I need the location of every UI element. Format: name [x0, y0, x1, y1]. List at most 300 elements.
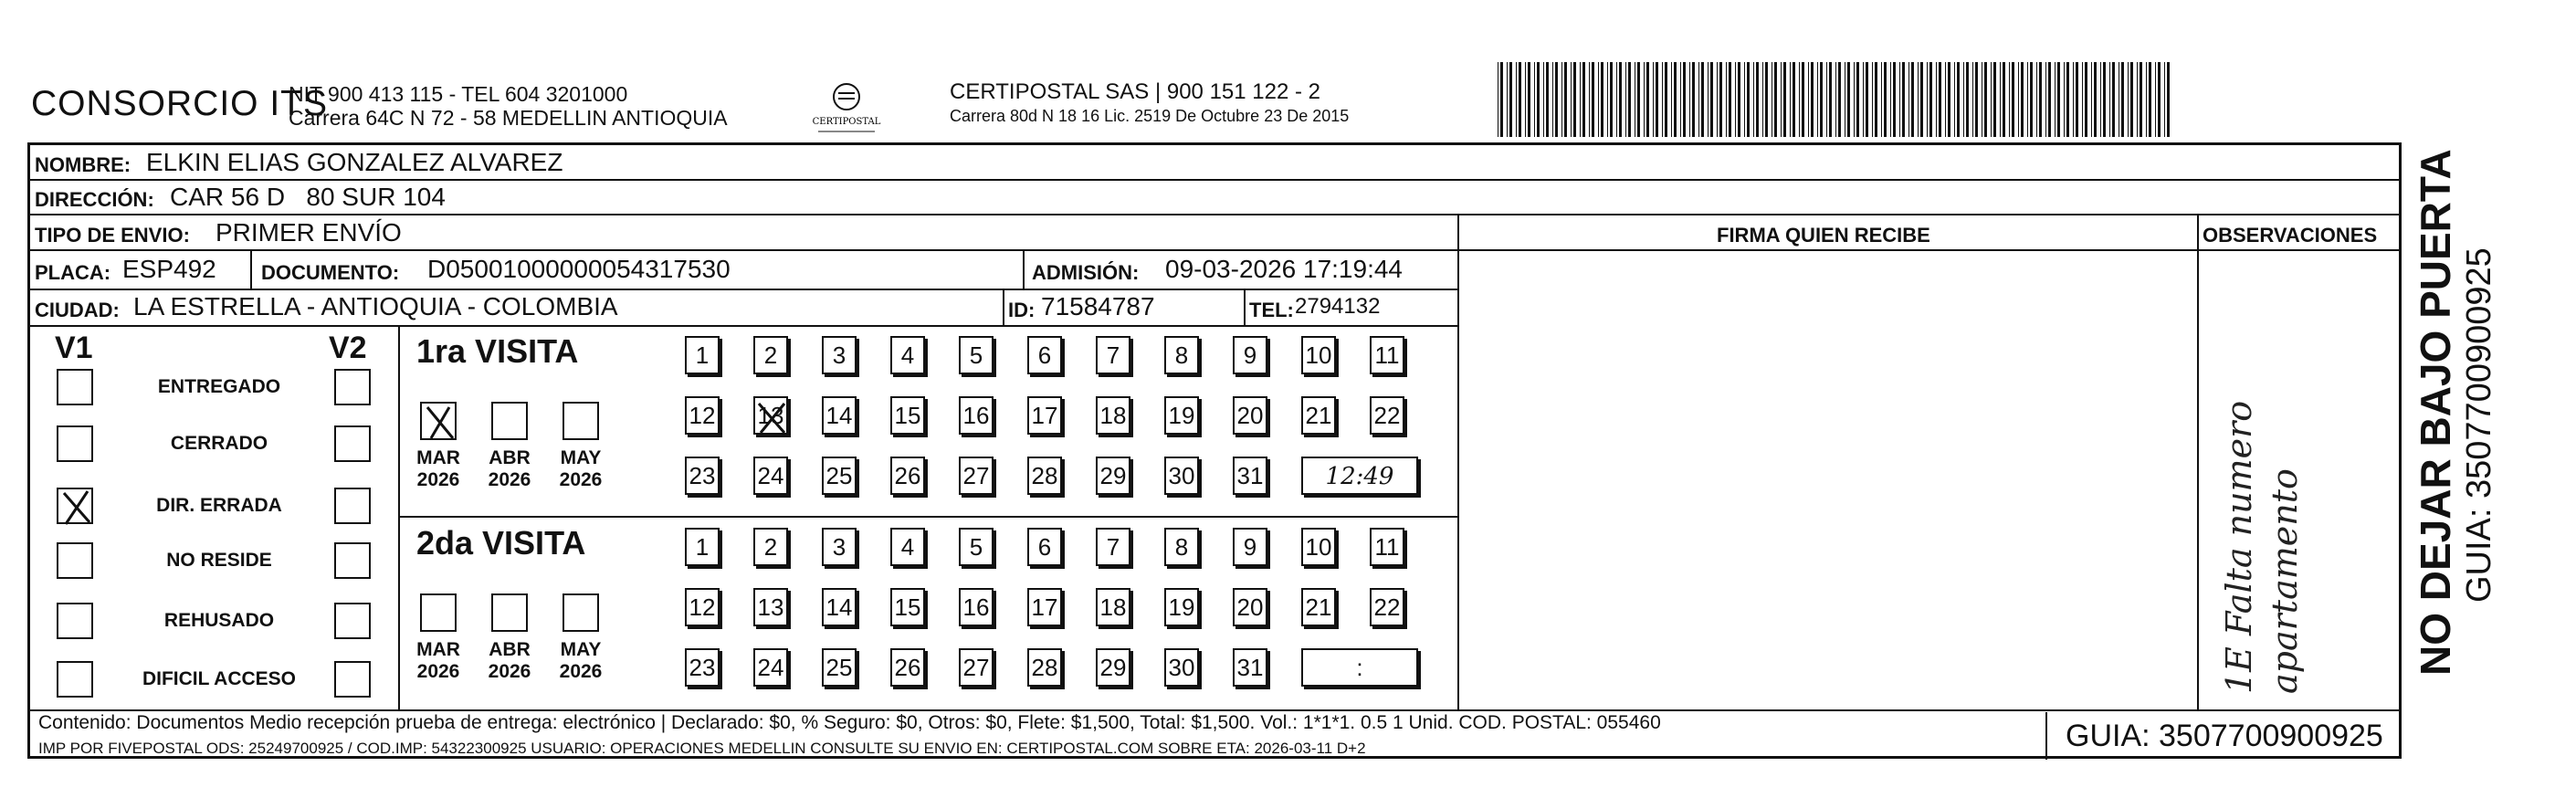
v1-checkbox[interactable]	[57, 369, 93, 405]
day-box[interactable]	[1027, 457, 1062, 495]
day-number: 2	[763, 341, 778, 369]
status-option-label: NO RESIDE	[166, 550, 272, 571]
day-box[interactable]	[890, 588, 925, 626]
day-number: 19	[1168, 593, 1195, 621]
day-number: 15	[894, 402, 921, 429]
barcode-bar	[2076, 62, 2078, 137]
day-box[interactable]	[959, 528, 994, 566]
barcode-bar	[1528, 62, 1530, 137]
day-box[interactable]	[1233, 396, 1267, 435]
day-box[interactable]	[753, 457, 788, 495]
day-number: 14	[825, 402, 853, 429]
barcode-bar	[1644, 62, 1645, 137]
barcode-bar	[1826, 62, 1827, 137]
day-box[interactable]	[959, 648, 994, 687]
ciudad-value: LA ESTRELLA - ANTIOQUIA - COLOMBIA	[133, 292, 618, 320]
barcode	[1498, 62, 2173, 137]
day-number: 8	[1174, 533, 1189, 561]
day-box[interactable]	[1301, 528, 1336, 566]
day-number: 17	[1031, 402, 1058, 429]
day-number: 16	[962, 593, 990, 621]
day-box[interactable]	[1370, 396, 1404, 435]
time-value: 12:49	[1325, 463, 1394, 490]
barcode-bar	[1674, 62, 1677, 137]
day-box[interactable]	[822, 588, 857, 626]
barcode-bar	[1610, 62, 1613, 137]
admision-value: 09-03-2026 17:19:44	[1165, 255, 1403, 283]
day-number: 5	[969, 533, 983, 561]
barcode-bar	[1573, 62, 1576, 137]
month-checkbox[interactable]	[420, 593, 457, 632]
status-option-label: CERRADO	[170, 433, 268, 454]
barcode-bar	[1628, 62, 1631, 137]
day-box[interactable]	[890, 336, 925, 374]
day-number: 20	[1236, 402, 1264, 429]
barcode-bar	[1656, 62, 1658, 137]
day-number: 8	[1174, 341, 1189, 369]
month-year: 2026	[488, 661, 531, 682]
day-box[interactable]	[1301, 588, 1336, 626]
barcode-bar	[1509, 62, 1512, 137]
day-box[interactable]	[1233, 457, 1267, 495]
tipo-envio-label: TIPO DE ENVIO:	[35, 224, 190, 247]
v1-checkbox[interactable]	[57, 661, 93, 698]
side-guia: GUIA: 3507700900925	[2460, 247, 2498, 603]
day-box[interactable]	[1164, 457, 1199, 495]
month-year: 2026	[416, 469, 460, 490]
day-box[interactable]	[685, 336, 720, 374]
day-box[interactable]	[685, 648, 720, 687]
month-checkbox[interactable]	[563, 593, 599, 632]
logo-text: CERTIPOSTAL	[812, 117, 881, 127]
barcode-bar	[2130, 62, 2133, 137]
barcode-bar	[2140, 62, 2142, 137]
day-box[interactable]	[1096, 528, 1130, 566]
v2-checkbox[interactable]	[334, 661, 371, 698]
barcode-bar	[1729, 62, 1731, 137]
month-checkbox[interactable]	[491, 402, 528, 440]
status-option-label: DIFICIL ACCESO	[142, 668, 296, 689]
nombre-label: NOMBRE:	[35, 153, 131, 176]
time-box[interactable]	[1301, 457, 1418, 495]
col-divider	[2197, 214, 2199, 709]
day-number: 4	[900, 341, 915, 369]
day-number: 12	[689, 593, 716, 621]
day-number: 21	[1305, 402, 1332, 429]
day-box[interactable]	[1233, 528, 1267, 566]
barcode-bar	[1954, 62, 1955, 137]
day-box[interactable]	[1370, 336, 1404, 374]
documento-label: DOCUMENTO:	[261, 261, 400, 284]
row-divider	[27, 179, 2402, 181]
day-box[interactable]	[959, 457, 994, 495]
day-box[interactable]	[1096, 648, 1130, 687]
barcode-bar	[1589, 62, 1590, 137]
barcode-bar	[1543, 62, 1544, 137]
barcode-bar	[1637, 62, 1640, 137]
month-name: MAR	[416, 447, 460, 468]
v2-header: V2	[329, 331, 367, 365]
barcode-bar	[1689, 62, 1690, 137]
barcode-bar	[1592, 62, 1594, 137]
placa-value: ESP492	[122, 255, 216, 283]
barcode-bar	[1899, 62, 1900, 137]
day-number: 31	[1236, 462, 1264, 489]
side-warning: NO DEJAR BAJO PUERTA	[2412, 149, 2459, 676]
day-number: 15	[894, 593, 921, 621]
barcode-bar	[2085, 62, 2087, 137]
firma-header: FIRMA QUIEN RECIBE	[1717, 224, 1930, 247]
barcode-bar	[2064, 62, 2065, 137]
day-box[interactable]	[1164, 528, 1199, 566]
col-divider	[1457, 214, 1459, 709]
day-box[interactable]	[822, 336, 857, 374]
footer-imprint: IMP POR FIVEPOSTAL ODS: 25249700925 / COD.IMP: 54322300925 USUARIO: OPERACIONES MEDELLIN CONSULTE SU ENVIO EN: CERTIPOSTAL.COM SOBRE ETA: 2026-03-11 D+2	[38, 740, 1366, 757]
day-number: 6	[1037, 533, 1052, 561]
barcode-bar	[1710, 62, 1713, 137]
tel-label: TEL:	[1249, 299, 1294, 321]
day-box[interactable]	[890, 396, 925, 435]
month-checkbox[interactable]	[563, 402, 599, 440]
barcode-bar	[1902, 62, 1905, 137]
day-box[interactable]	[685, 528, 720, 566]
day-box[interactable]	[753, 588, 788, 626]
month-name: MAY	[560, 447, 602, 468]
day-number: 20	[1236, 593, 1264, 621]
day-number: 13	[757, 593, 784, 621]
observaciones-header: OBSERVACIONES	[2203, 224, 2378, 247]
row-divider	[27, 249, 1461, 251]
barcode-bar	[1537, 62, 1540, 137]
barcode-bar	[1945, 62, 1946, 137]
v1-checkbox[interactable]	[57, 542, 93, 579]
barcode-bar	[2137, 62, 2138, 137]
barcode-bar	[2000, 62, 2001, 137]
day-number: 3	[832, 341, 846, 369]
barcode-bar	[1683, 62, 1686, 137]
month-checkbox[interactable]	[420, 402, 457, 440]
day-box[interactable]	[1301, 396, 1336, 435]
day-number: 9	[1243, 533, 1257, 561]
status-option-label: ENTREGADO	[157, 376, 281, 397]
barcode-bar	[2082, 62, 2083, 137]
day-number: 28	[1031, 654, 1058, 681]
barcode-bar	[2155, 62, 2156, 137]
barcode-bar	[1598, 62, 1599, 137]
barcode-bar	[2128, 62, 2129, 137]
barcode-bar	[1963, 62, 1964, 137]
barcode-bar	[1719, 62, 1722, 137]
day-box[interactable]	[959, 336, 994, 374]
day-box[interactable]	[1233, 588, 1267, 626]
barcode-bar	[1582, 62, 1585, 137]
day-box[interactable]	[890, 528, 925, 566]
barcode-bar	[2012, 62, 2014, 137]
month-name: ABR	[489, 639, 531, 660]
barcode-bar	[1835, 62, 1836, 137]
day-box[interactable]	[1027, 396, 1062, 435]
barcode-bar	[1744, 62, 1745, 137]
footer-contents: Contenido: Documentos Medio recepción prueba de entrega: electrónico | Declarado: $0, % Seguro: $0, Otros: $0, Flete: $1,500, Total: $1,500. Vol.: 1*1*1. 0.5 1 Unid. COD. POSTAL: 055460	[38, 712, 1661, 733]
barcode-bar	[1838, 62, 1841, 137]
barcode-bar	[1939, 62, 1941, 137]
barcode-bar	[2091, 62, 2092, 137]
day-number: 22	[1373, 402, 1401, 429]
barcode-bar	[2158, 62, 2161, 137]
v1-checkbox[interactable]	[57, 488, 93, 524]
day-number: 23	[689, 654, 716, 681]
day-box[interactable]	[685, 457, 720, 495]
admision-label: ADMISIÓN:	[1032, 261, 1140, 284]
direccion-label: DIRECCIÓN:	[35, 188, 154, 211]
day-number: 31	[1236, 654, 1264, 681]
day-number: 19	[1168, 402, 1195, 429]
barcode-bar	[1948, 62, 1950, 137]
barcode-bar	[1534, 62, 1535, 137]
day-number: 11	[1374, 533, 1400, 561]
day-number: 26	[894, 654, 921, 681]
barcode-bar	[1571, 62, 1572, 137]
time-box[interactable]	[1301, 648, 1418, 687]
day-number: 29	[1099, 654, 1127, 681]
barcode-bar	[2057, 62, 2060, 137]
barcode-bar	[2055, 62, 2056, 137]
id-label: ID:	[1008, 299, 1036, 321]
barcode-bar	[2100, 62, 2101, 137]
day-box[interactable]	[753, 396, 788, 435]
barcode-bar	[1808, 62, 1809, 137]
day-box[interactable]	[753, 648, 788, 687]
day-number: 14	[825, 593, 853, 621]
barcode-bar	[1957, 62, 1960, 137]
barcode-bar	[2027, 62, 2028, 137]
day-number: 18	[1099, 402, 1127, 429]
barcode-bar	[1519, 62, 1521, 137]
company-address: Carrera 64C N 72 - 58 MEDELLIN ANTIOQUIA	[289, 106, 728, 130]
barcode-bar	[1708, 62, 1709, 137]
barcode-bar	[1646, 62, 1649, 137]
day-box[interactable]	[1164, 336, 1199, 374]
barcode-bar	[1516, 62, 1517, 137]
day-box[interactable]	[822, 396, 857, 435]
day-number: 24	[757, 462, 784, 489]
row-divider	[27, 709, 2402, 711]
barcode-bar	[1765, 62, 1768, 137]
barcode-bar	[1552, 62, 1553, 137]
documento-value: D05001000000054317530	[427, 255, 731, 283]
day-box[interactable]	[959, 588, 994, 626]
month-name: MAY	[560, 639, 602, 660]
month-year: 2026	[559, 469, 603, 490]
v2-checkbox[interactable]	[334, 542, 371, 579]
id-value: 71584787	[1041, 292, 1155, 320]
day-box[interactable]	[822, 528, 857, 566]
month-name: ABR	[489, 447, 531, 468]
day-number: 13	[757, 402, 784, 429]
barcode-bar	[1662, 62, 1663, 137]
day-box[interactable]	[685, 396, 720, 435]
month-checkbox[interactable]	[491, 593, 528, 632]
day-number: 23	[689, 462, 716, 489]
barcode-bar	[2164, 62, 2165, 137]
barcode-bar	[1893, 62, 1896, 137]
v1-checkbox[interactable]	[57, 603, 93, 639]
barcode-bar	[1972, 62, 1973, 137]
barcode-bar	[1966, 62, 1969, 137]
day-box[interactable]	[959, 396, 994, 435]
day-number: 22	[1373, 593, 1401, 621]
barcode-bar	[2167, 62, 2170, 137]
barcode-bar	[1735, 62, 1736, 137]
barcode-bar	[1717, 62, 1718, 137]
day-number: 7	[1106, 341, 1120, 369]
barcode-bar	[1936, 62, 1937, 137]
barcode-bar	[1847, 62, 1850, 137]
row-divider	[398, 516, 1457, 518]
month-name: MAR	[416, 639, 460, 660]
barcode-bar	[2018, 62, 2019, 137]
status-option-label: DIR. ERRADA	[156, 495, 282, 516]
barcode-bar	[1507, 62, 1508, 137]
day-box[interactable]	[685, 588, 720, 626]
barcode-bar	[1616, 62, 1617, 137]
barcode-bar	[1799, 62, 1800, 137]
barcode-bar	[1525, 62, 1526, 137]
month-year: 2026	[416, 661, 460, 682]
day-box[interactable]	[1027, 648, 1062, 687]
day-box[interactable]	[753, 528, 788, 566]
col-divider	[1003, 289, 1004, 325]
v2-checkbox[interactable]	[334, 369, 371, 405]
barcode-bar	[1701, 62, 1704, 137]
day-number: 9	[1243, 341, 1257, 369]
day-number: 5	[969, 341, 983, 369]
day-number: 4	[900, 533, 915, 561]
barcode-bar	[2045, 62, 2046, 137]
day-box[interactable]	[1233, 648, 1267, 687]
row-divider	[27, 325, 1457, 327]
day-number: 12	[689, 402, 716, 429]
day-number: 18	[1099, 593, 1127, 621]
v2-checkbox[interactable]	[334, 488, 371, 524]
day-box[interactable]	[822, 457, 857, 495]
day-box[interactable]	[753, 336, 788, 374]
barcode-bar	[1619, 62, 1622, 137]
barcode-bar	[1918, 62, 1919, 137]
day-box[interactable]	[1164, 396, 1199, 435]
barcode-bar	[1756, 62, 1759, 137]
barcode-bar	[1601, 62, 1603, 137]
day-box[interactable]	[1370, 588, 1404, 626]
day-box[interactable]	[1164, 648, 1199, 687]
col-divider	[1244, 289, 1246, 325]
barcode-bar	[2109, 62, 2110, 137]
day-number: 10	[1305, 533, 1332, 561]
barcode-bar	[2021, 62, 2024, 137]
day-box[interactable]	[1164, 588, 1199, 626]
day-box[interactable]	[1233, 336, 1267, 374]
barcode-bar	[1829, 62, 1832, 137]
v1-checkbox[interactable]	[57, 425, 93, 462]
observacion-handwritten-line-2: apartamento	[2265, 468, 2305, 694]
barcode-bar	[1774, 62, 1777, 137]
day-number: 25	[825, 462, 853, 489]
barcode-bar	[1793, 62, 1795, 137]
placa-label: PLACA:	[35, 261, 111, 284]
day-number: 27	[962, 462, 990, 489]
barcode-bar	[1726, 62, 1727, 137]
barcode-bar	[1875, 62, 1877, 137]
col-divider	[250, 249, 252, 289]
day-number: 2	[763, 533, 778, 561]
day-box[interactable]	[890, 457, 925, 495]
month-year: 2026	[488, 469, 531, 490]
barcode-bar	[1762, 62, 1763, 137]
v2-checkbox[interactable]	[334, 425, 371, 462]
barcode-bar	[1680, 62, 1681, 137]
tel-value: 2794132	[1295, 294, 1381, 319]
day-box[interactable]	[1096, 396, 1130, 435]
barcode-bar	[1580, 62, 1581, 137]
barcode-bar	[1500, 62, 1503, 137]
barcode-bar	[1866, 62, 1868, 137]
barcode-bar	[1555, 62, 1558, 137]
barcode-bar	[2146, 62, 2147, 137]
day-number: 1	[695, 533, 710, 561]
barcode-bar	[1546, 62, 1549, 137]
ciudad-label: CIUDAD:	[35, 299, 120, 321]
barcode-bar	[1561, 62, 1562, 137]
day-number: 1	[695, 341, 710, 369]
v2-checkbox[interactable]	[334, 603, 371, 639]
barcode-bar	[1863, 62, 1864, 137]
barcode-bar	[1911, 62, 1914, 137]
day-box[interactable]	[1301, 336, 1336, 374]
barcode-bar	[1790, 62, 1791, 137]
row-divider	[1457, 249, 2402, 251]
barcode-bar	[1665, 62, 1667, 137]
day-box[interactable]	[1027, 336, 1062, 374]
barcode-bar	[1993, 62, 1996, 137]
barcode-bar	[1872, 62, 1873, 137]
day-box[interactable]	[890, 648, 925, 687]
barcode-bar	[1607, 62, 1608, 137]
day-box[interactable]	[1027, 528, 1062, 566]
direccion-value: CAR 56 D 80 SUR 104	[170, 183, 446, 211]
day-box[interactable]	[1096, 588, 1130, 626]
barcode-bar	[1753, 62, 1754, 137]
day-box[interactable]	[1096, 457, 1130, 495]
day-box[interactable]	[1096, 336, 1130, 374]
day-number: 21	[1305, 593, 1332, 621]
barcode-bar	[1920, 62, 1923, 137]
col-divider	[1023, 249, 1025, 289]
day-box[interactable]	[1370, 528, 1404, 566]
day-number: 3	[832, 533, 846, 561]
barcode-bar	[1802, 62, 1804, 137]
status-option-label: REHUSADO	[163, 610, 275, 631]
day-number: 10	[1305, 341, 1332, 369]
tipo-envio-value: PRIMER ENVÍO	[216, 218, 402, 247]
day-box[interactable]	[1027, 588, 1062, 626]
day-number: 27	[962, 654, 990, 681]
barcode-bar	[2036, 62, 2037, 137]
time-value: :	[1356, 654, 1363, 681]
barcode-bar	[1929, 62, 1932, 137]
day-box[interactable]	[822, 648, 857, 687]
barcode-bar	[2009, 62, 2010, 137]
barcode-bar	[1747, 62, 1750, 137]
